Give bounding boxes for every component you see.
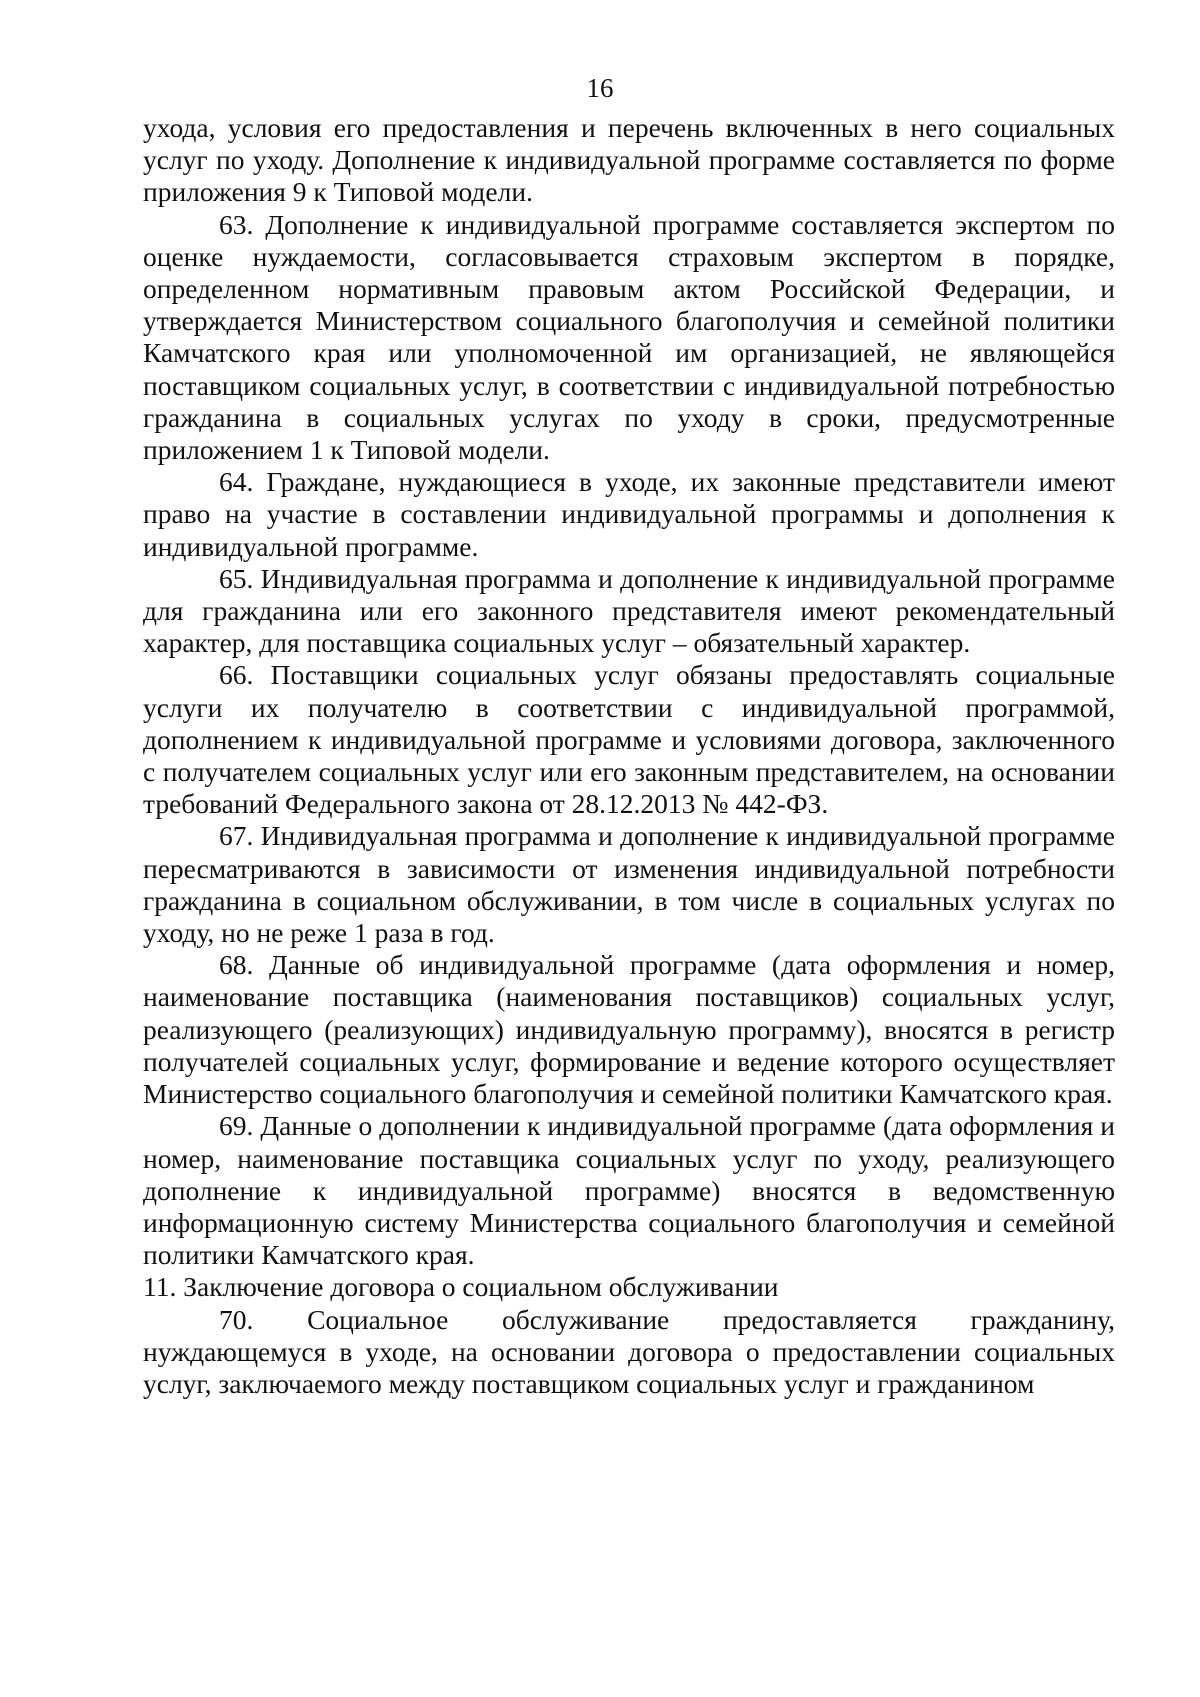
section-heading: 11. Заключение договора о социальном обслуживании	[143, 1271, 779, 1303]
document-body	[143, 112, 1115, 1400]
page-number: 16	[586, 73, 614, 103]
paragraph-63: 63. Дополнение к индивидуальной программе составляется экспертом по оценке нуждаемости, согласовывается страховым экспертом в порядке, определенном нормативным правовым актом Российской Федерации, и утверждается Министерством социального благополучия и семейной политики Камчатского края или уполномоченной им организацией, не являющейся поставщиком социальных услуг, в соответствии с индивидуальной потребностью гражданина в социальных услугах по уходу в сроки, предусмотренные приложением 1 к Типовой модели.	[143, 208, 1115, 466]
paragraph-66: 66. Поставщики социальных услуг обязаны предоставлять социальные услуги их получателю в соответствии с индивидуальной программой, дополнением к индивидуальной программе и условиями договора, заключенного с получателем социальных услуг или его законным представителем, на основании требований Федерального закона от 28.12.2013 № 442-ФЗ.	[143, 659, 1115, 820]
paragraph-69: 69. Данные о дополнении к индивидуальной программе (дата оформления и номер, наименование поставщика социальных услуг по уходу, реализующего дополнение к индивидуальной программе) вносятся в ведомственную информационную систему Министерства социального благополучия и семейной политики Камчатского края.	[143, 1110, 1115, 1271]
paragraph-70: 70. Социальное обслуживание предоставляется гражданину, нуждающемуся в уходе, на основании договора о предоставлении социальных услуг, заключаемого между поставщиком социальных услуг и гражданином	[143, 1303, 1115, 1399]
paragraph-65: 65. Индивидуальная программа и дополнение к индивидуальной программе для гражданина или его законного представителя имеют рекомендательный характер, для поставщика социальных услуг – обязательный характер.	[143, 562, 1115, 659]
paragraph-67: 67. Индивидуальная программа и дополнение к индивидуальной программе пересматриваются в зависимости от изменения индивидуальной потребности гражданина в социальном обслуживании, в том числе в социальных услугах по уходу, но не реже 1 раза в год.	[143, 820, 1115, 949]
paragraph-64: 64. Граждане, нуждающиеся в уходе, их законные представители имеют право на участие в составлении индивидуальной программы и дополнения к индивидуальной программе.	[143, 466, 1115, 562]
paragraph-68: 68. Данные об индивидуальной программе (дата оформления и номер, наименование поставщика (наименования поставщиков) социальных услуг, реализующего (реализующих) индивидуальную программу), вносятся в регистр получателей социальных услуг, формирование и ведение которого осуществляет Министерство социального благополучия и семейной политики Камчатского края.	[143, 949, 1115, 1110]
paragraph-continuation: ухода, условия его предоставления и перечень включенных в него социальных услуг по уходу. Дополнение к индивидуальной программе составляется по форме приложения 9 к Типовой модели.	[143, 112, 1115, 208]
